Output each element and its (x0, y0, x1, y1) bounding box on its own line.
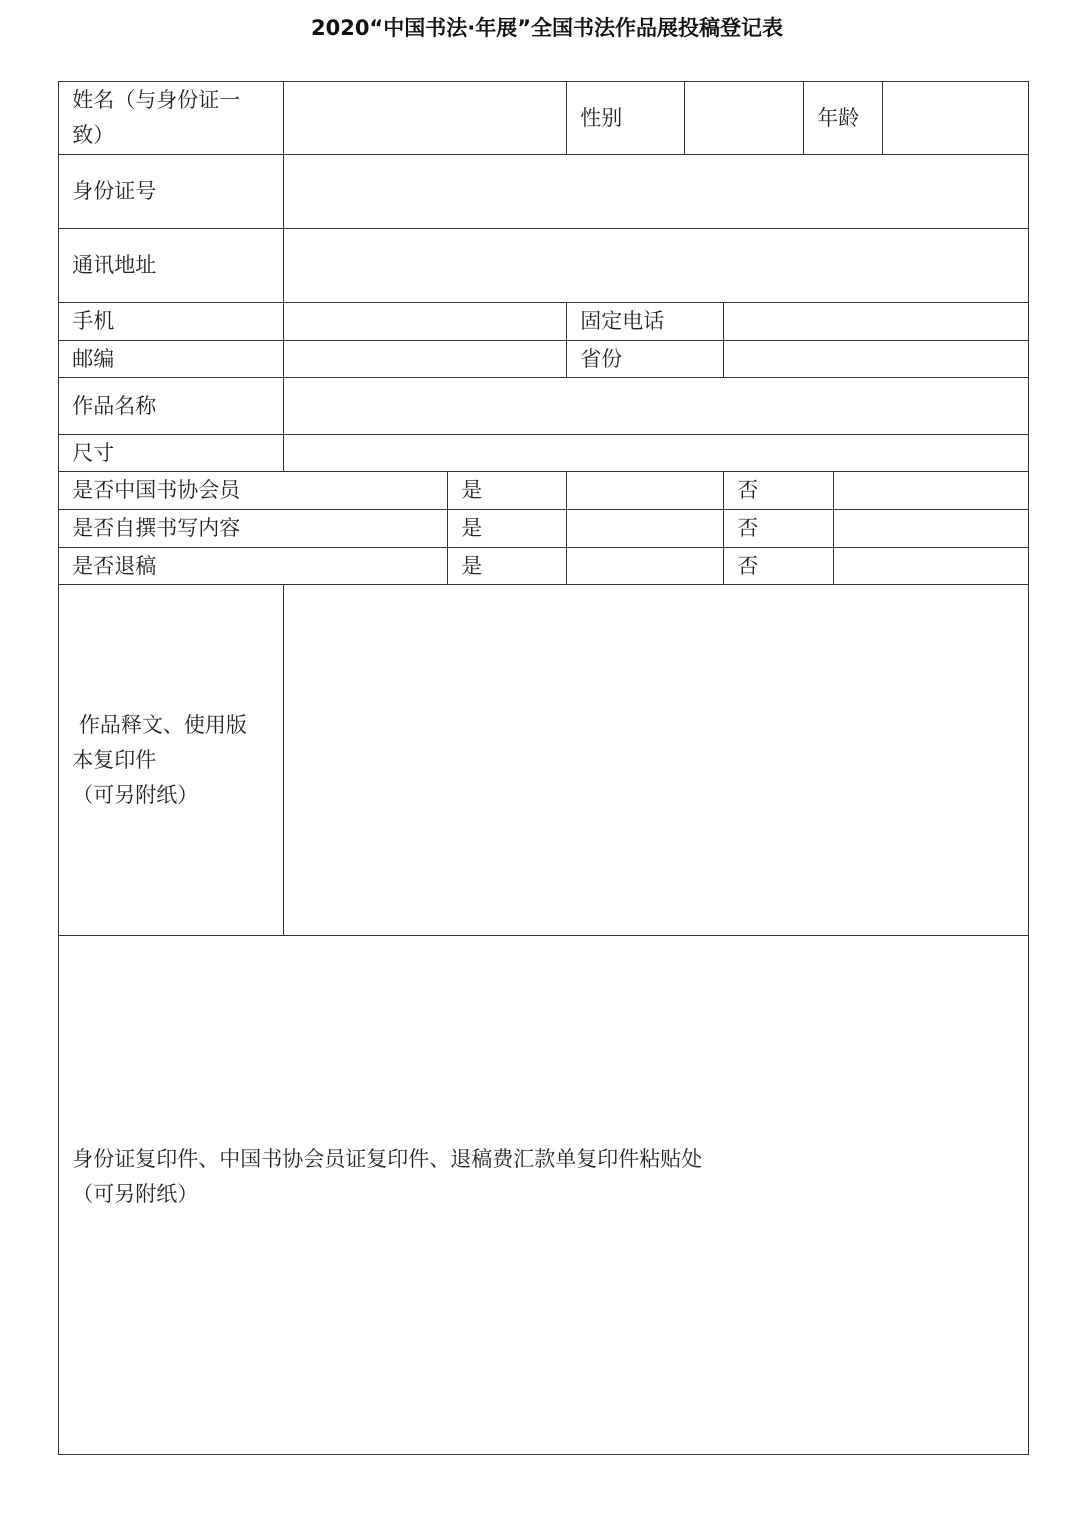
province-label: 省份 (566, 340, 724, 378)
self-composed-no-label: 否 (723, 509, 834, 548)
transcript-label-line2: 本复印件 (72, 747, 157, 772)
name-field[interactable] (283, 81, 567, 155)
size-label: 尺寸 (58, 434, 284, 472)
address-label: 通讯地址 (58, 228, 284, 303)
work-title-field[interactable] (283, 377, 1029, 435)
transcript-label (58, 584, 284, 936)
age-label: 年龄 (803, 81, 883, 155)
paste-area-line1: 身份证复印件、中国书协会员证复印件、退稿费汇款单复印件粘贴处 (72, 1147, 703, 1172)
id-number-label: 身份证号 (58, 154, 284, 229)
member-no-label: 否 (723, 471, 834, 510)
transcript-field[interactable] (283, 584, 1029, 936)
member-no-field[interactable] (833, 471, 1029, 510)
member-label: 是否中国书协会员 (58, 471, 448, 510)
paste-area-line2: （可另附纸） (72, 1182, 199, 1207)
mobile-label: 手机 (58, 302, 284, 341)
return-label: 是否退稿 (58, 547, 448, 585)
member-yes-field[interactable] (566, 471, 724, 510)
return-no-field[interactable] (833, 547, 1029, 585)
self-composed-yes-field[interactable] (566, 509, 724, 548)
age-field[interactable] (882, 81, 1029, 155)
self-composed-yes-label: 是 (447, 509, 567, 548)
transcript-label-line3: （可另附纸） (72, 782, 199, 807)
id-number-field[interactable] (283, 154, 1029, 229)
postcode-label: 邮编 (58, 340, 284, 378)
address-field[interactable] (283, 228, 1029, 303)
postcode-field[interactable] (283, 340, 567, 378)
landline-field[interactable] (723, 302, 1029, 341)
transcript-label-line1: 作品释文、使用版 (72, 712, 247, 737)
name-label-line1: 姓名（与身份证一 (72, 88, 241, 113)
return-yes-field[interactable] (566, 547, 724, 585)
name-label-line2: 致） (72, 123, 115, 148)
gender-label: 性别 (566, 81, 685, 155)
work-title-label: 作品名称 (58, 377, 284, 435)
province-field[interactable] (723, 340, 1029, 378)
self-composed-label: 是否自撰书写内容 (58, 509, 448, 548)
name-label (58, 81, 284, 155)
self-composed-no-field[interactable] (833, 509, 1029, 548)
form-title: 2020“中国书法·年展”全国书法作品展投稿登记表 (310, 16, 784, 40)
return-yes-label: 是 (447, 547, 567, 585)
size-field[interactable] (283, 434, 1029, 472)
document-paste-area[interactable] (58, 935, 1029, 1455)
landline-label: 固定电话 (566, 302, 724, 341)
member-yes-label: 是 (447, 471, 567, 510)
mobile-field[interactable] (283, 302, 567, 341)
gender-field[interactable] (684, 81, 804, 155)
return-no-label: 否 (723, 547, 834, 585)
